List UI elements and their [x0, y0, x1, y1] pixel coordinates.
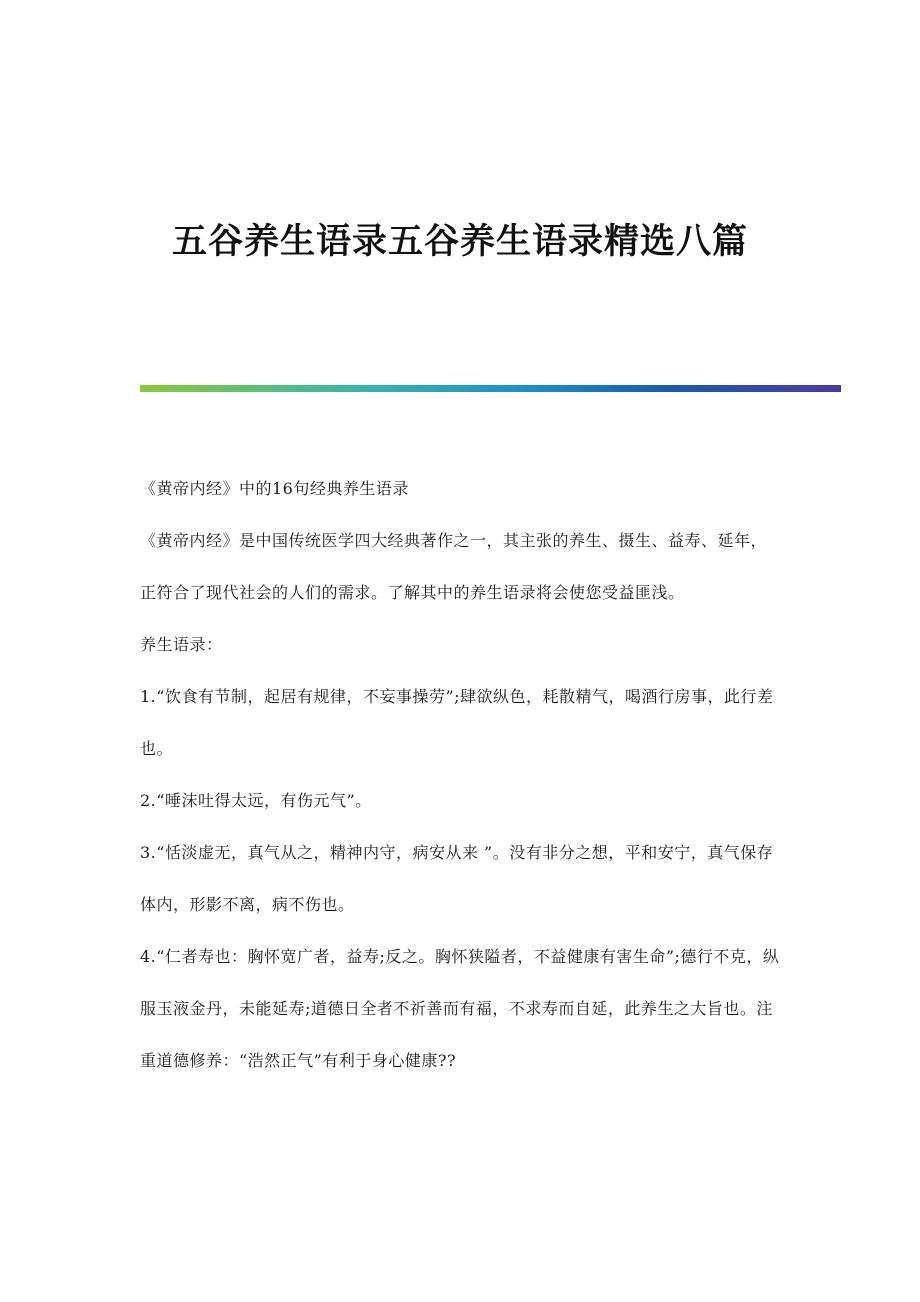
quote-item-2: 2.“唾沫吐得太远，有伤元气”。 — [140, 791, 372, 810]
quote-item-1: 1.“饮食有节制，起居有规律，不妄事操劳”;肆欲纵色，耗散精气，喝酒行房事，此行差也。 — [140, 687, 774, 758]
gradient-divider — [140, 385, 841, 392]
intro-paragraph: 《黄帝内经》是中国传统医学四大经典著作之一，其主张的养生、摄生、益寿、延年，正符合了现代社会的人们的需求。了解其中的养生语录将会使您受益匪浅。 — [140, 531, 768, 602]
quote-item-3: 3.“恬淡虚无，真气从之，精神内守，病安从来 ”。没有非分之想，平和安宁，真气保存体内，形影不离，病不伤也。 — [140, 843, 774, 914]
list-heading: 养生语录： — [140, 635, 223, 654]
section-heading: 《黄帝内经》中的16句经典养生语录 — [140, 479, 409, 498]
quote-item-4: 4.“仁者寿也：胸怀宽广者，益寿;反之。胸怀狭隘者，不益健康有害生命”;德行不克，纵服玉液金丹，未能延寿;道德日全者不祈善而有福，不求寿而自延，此养生之大旨也。注重道德修养：“浩然正气”有利于身心健康?? — [140, 947, 780, 1070]
document-title: 五谷养生语录五谷养生语录精选八篇 — [171, 221, 748, 262]
document-body — [140, 463, 780, 1087]
